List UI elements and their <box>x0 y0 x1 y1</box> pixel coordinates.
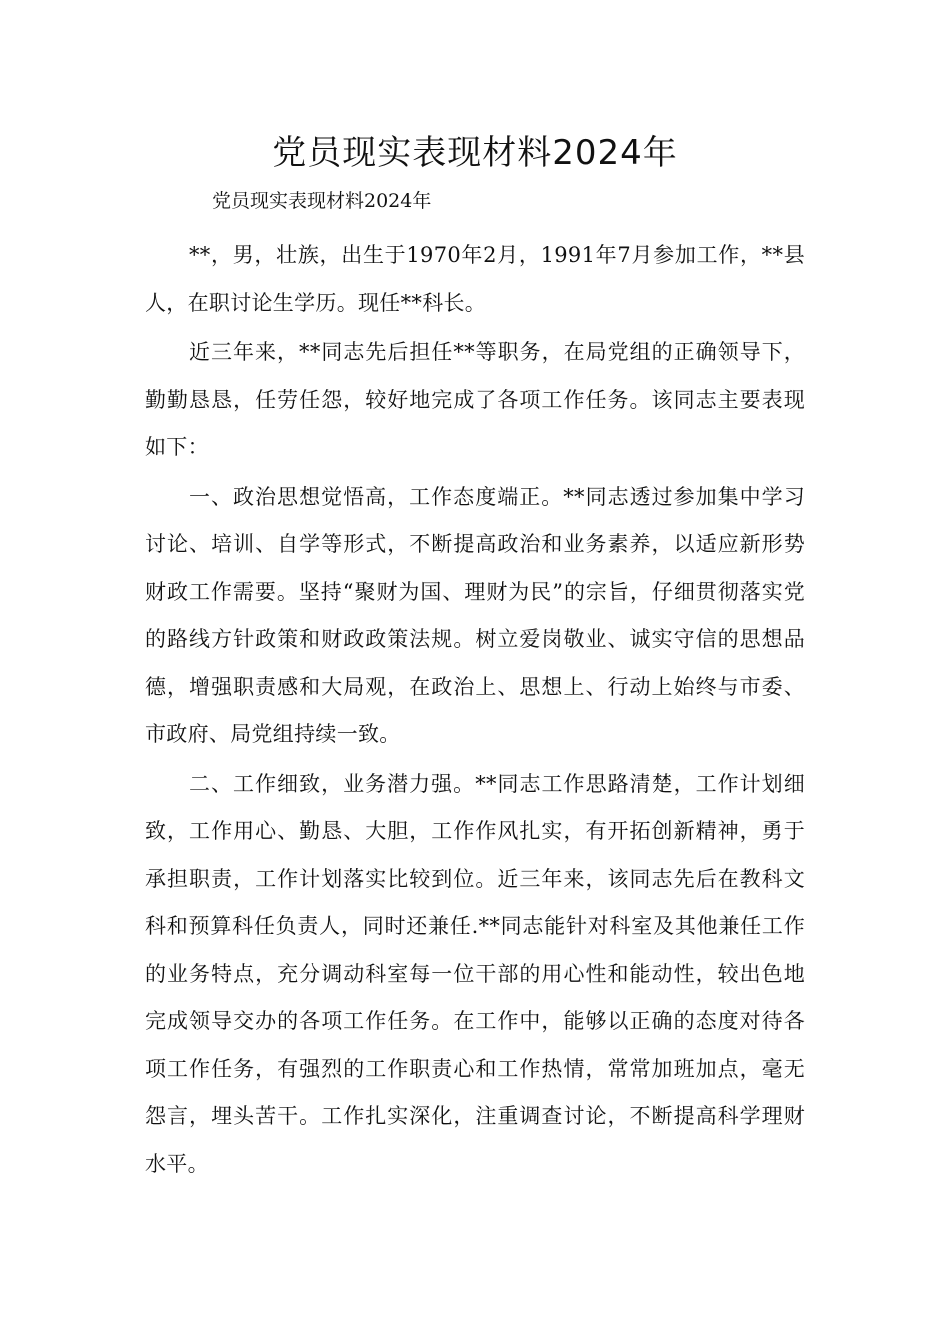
paragraph-personal-info: **，男，壮族，出生于1970年2月，1991年7月参加工作，**县人，在职讨论生学历。现任**科长。 <box>145 243 805 315</box>
paragraph-work-ability: 二、工作细致，业务潜力强。**同志工作思路清楚，工作计划细致，工作用心、勤恳、大胆，工作作风扎实，有开拓创新精神，勇于承担职责，工作计划落实比较到位。近三年来，该同志先后在教科文科和预算科任负责人，同时还兼任.**同志能针对科室及其他兼任工作的业务特点，充分调动科室每一位干部的用心性和能动性，较出色地完成领导交办的各项工作任务。在工作中，能够以正确的态度对待各项工作任务，有强烈的工作职责心和工作热情，常常加班加点，毫无怨言，埋头苦干。工作扎实深化，注重调查讨论，不断提高科学理财水平。 <box>145 771 805 1176</box>
document-title: 党员现实表现材料2024年 <box>272 133 678 173</box>
paragraph-political-thought: 一、政治思想觉悟高，工作态度端正。**同志透过参加集中学习讨论、培训、自学等形式，不断提高政治和业务素养，以适应新形势财政工作需要。坚持“聚财为国、理财为民”的宗旨，仔细贯彻落实党的路线方针政策和财政政策法规。树立爱岗敬业、诚实守信的思想品德，增强职责感和大局观，在政治上、思想上、行动上始终与市委、市政府、局党组持续一致。 <box>145 484 805 746</box>
document-subtitle: 党员现实表现材料2024年 <box>212 190 432 212</box>
document-body <box>145 232 805 1190</box>
paragraph-overview: 近三年来，**同志先后担任**等职务，在局党组的正确领导下，勤勤恳恳，任劳任怨，较好地完成了各项工作任务。该同志主要表现如下： <box>145 340 805 459</box>
